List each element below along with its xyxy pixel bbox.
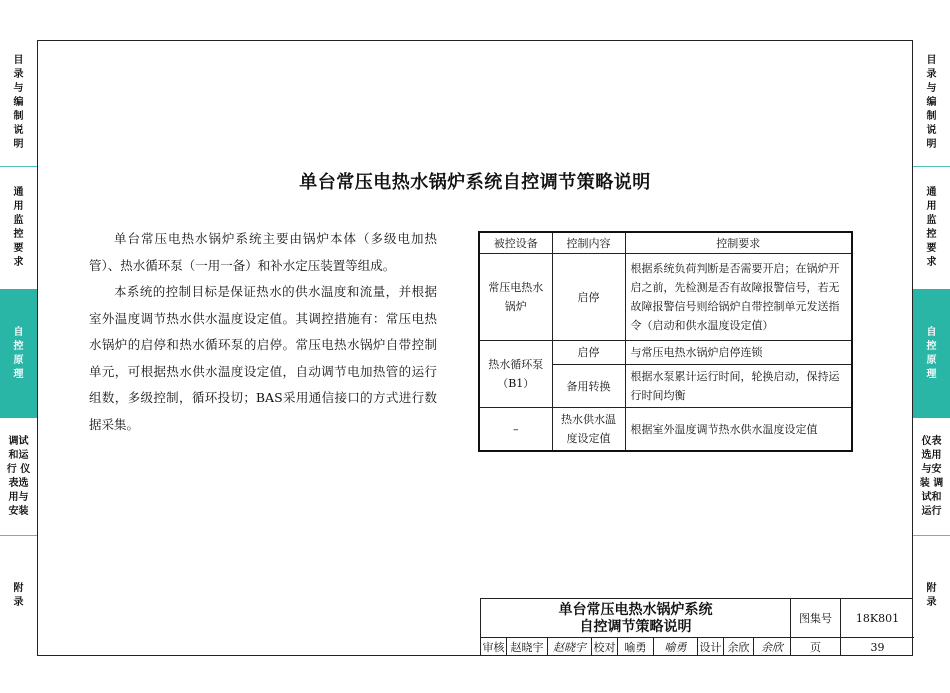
tab-label: 附录 (13, 583, 24, 608)
tab-control-principle[interactable] (913, 289, 950, 418)
tab-contents[interactable] (0, 40, 37, 166)
control-strategy-table (478, 231, 853, 452)
tab-appendix[interactable] (0, 536, 37, 656)
title-block-title: 单台常压电热水锅炉系统 自控调节策略说明 (481, 599, 791, 638)
cell-device: – (479, 408, 552, 452)
page-number: 39 (870, 640, 885, 654)
cell-requirement: 与常压电热水锅炉启停连锁 (625, 341, 852, 365)
cell-content: 热水供水温度设定值 (552, 408, 625, 452)
check-signature: 喻勇 (654, 638, 698, 656)
tab-instruments[interactable] (0, 419, 37, 535)
design-name: 余欣 (724, 638, 754, 656)
tab-general-requirements[interactable] (0, 167, 37, 289)
cell-requirement: 根据室外温度调节热水供水温度设定值 (625, 408, 852, 452)
cell-content: 启停 (552, 341, 625, 365)
design-signature: 余欣 (754, 638, 791, 656)
tab-general-requirements[interactable] (913, 167, 950, 289)
tab-label: 仪表选用与安装 调试和运行 (919, 436, 944, 517)
title-block (480, 598, 913, 656)
check-label: 校对 (592, 638, 618, 656)
header-content: 控制内容 (552, 232, 625, 254)
tab-label: 自控原理 (13, 326, 24, 380)
tab-label: 通用监控要求 (13, 187, 24, 268)
cell-device: 热水循环泵（B1） (479, 341, 552, 408)
tab-label: 通用监控要求 (926, 187, 937, 268)
header-requirement: 控制要求 (625, 232, 852, 254)
cell-device: 常压电热水锅炉 (479, 254, 552, 341)
page-title: 单台常压电热水锅炉系统自控调节策略说明 (299, 172, 651, 193)
header-device: 被控设备 (479, 232, 552, 254)
cell-requirement: 根据水泵累计运行时间，轮换启动，保持运行时间均衡 (625, 365, 852, 408)
atlas-number: 18K801 (841, 599, 914, 638)
tab-instruments[interactable] (913, 419, 950, 535)
tab-label: 自控原理 (926, 326, 937, 380)
review-name: 赵晓宇 (507, 638, 548, 656)
tab-label: 附录 (926, 583, 937, 608)
check-name: 喻勇 (618, 638, 654, 656)
atlas-label: 图集号 (791, 599, 841, 638)
paragraph-composition: 单台常压电热水锅炉系统主要由锅炉本体（多级电加热管）、热水循环泵（一用一备）和补水定压装置等组成。 (89, 231, 437, 273)
paragraph-control-target: 本系统的控制目标是保证热水的供水温度和流量，并根据室外温度调节热水供水温度设定值。其调控措施有：常压电热水锅炉的启停和热水循环泵的启停。常压电热水锅炉自带控制单元，可根据热水供水温度设定值，自动调节电加热管的运行组数，多级控制，循环投切；BAS采用通信接口的方式进行数据采集。 (89, 284, 437, 432)
table-row (479, 254, 852, 341)
tab-appendix[interactable] (913, 536, 950, 656)
description-text (89, 226, 437, 438)
tab-label: 调试和运行 仪表选用与安装 (6, 436, 31, 517)
tab-label: 目录与编制说明 (13, 55, 24, 150)
table-row (479, 341, 852, 365)
tab-label: 目录与编制说明 (926, 55, 937, 150)
tab-control-principle[interactable] (0, 289, 37, 418)
design-label: 设计 (698, 638, 724, 656)
review-label: 审核 (481, 638, 507, 656)
tab-contents[interactable] (913, 40, 950, 166)
cell-content: 启停 (552, 254, 625, 341)
table-row (479, 408, 852, 452)
cell-content: 备用转换 (552, 365, 625, 408)
review-signature: 赵晓宇 (548, 638, 592, 656)
page-label: 页 (791, 638, 841, 656)
cell-requirement: 根据系统负荷判断是否需要开启；在锅炉开启之前，先检测是否有故障报警信号，若无故障报警信号则给锅炉自带控制单元发送指令（启动和供水温度设定值） (625, 254, 852, 341)
